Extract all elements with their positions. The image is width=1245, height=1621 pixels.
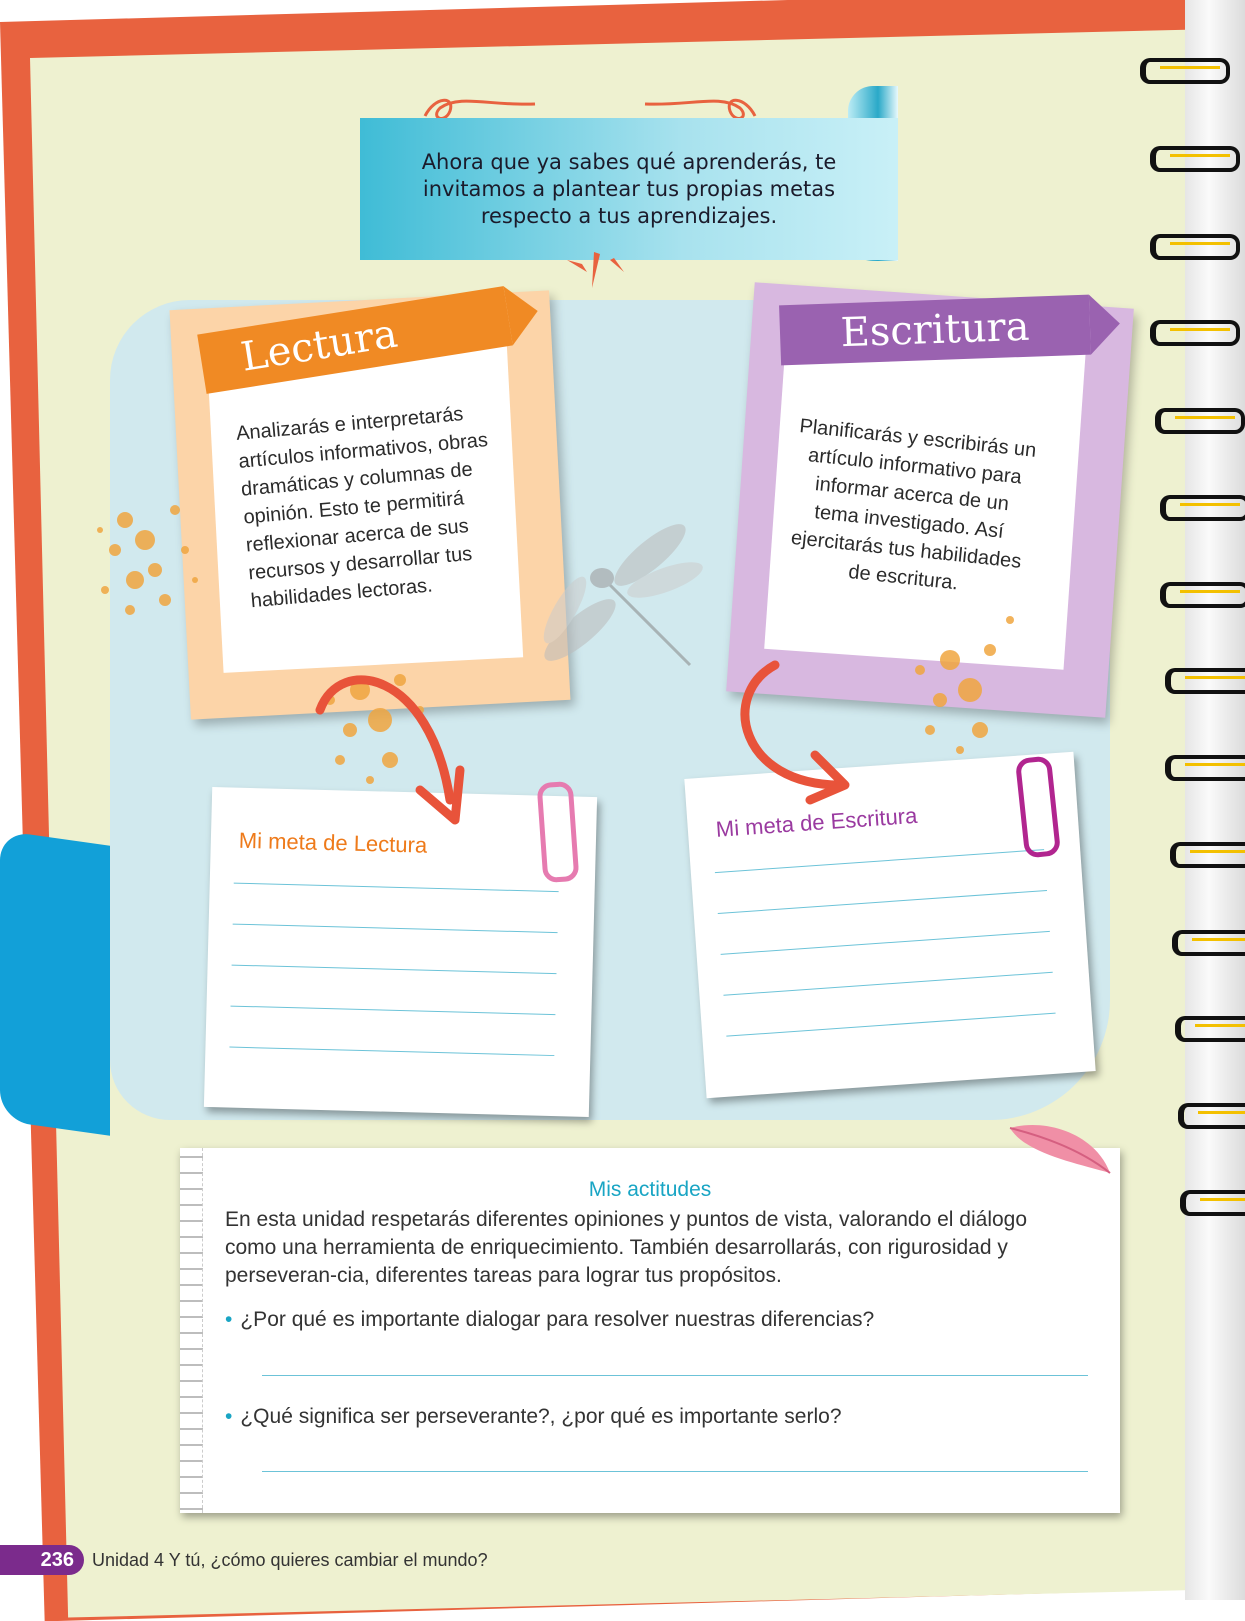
escritura-answer-line[interactable] <box>715 849 1044 873</box>
lectura-answer-line[interactable] <box>229 1047 554 1057</box>
spiral-ring-icon <box>1160 495 1245 521</box>
lectura-answer-line[interactable] <box>232 965 557 975</box>
lectura-description: Analizarás e interpretarás artículos informativos, obras dramáticas y columnas de opinión. Esto te permitirá reflexionar acerca de sus recursos y desarrollar tus habilidades lectoras. <box>235 403 489 613</box>
lectura-answer-line[interactable] <box>234 883 559 893</box>
page-number: 236 <box>0 1545 84 1575</box>
spiral-ring-icon <box>1165 668 1245 694</box>
page-footer <box>0 1543 488 1577</box>
paperclip-icon <box>537 781 580 883</box>
footer-text <box>92 1550 488 1571</box>
escritura-answer-line[interactable] <box>726 1013 1055 1037</box>
spiral-ring-icon <box>1150 146 1240 172</box>
escritura-answer-line[interactable] <box>721 931 1050 955</box>
bullet-icon: • <box>225 1308 233 1331</box>
unit-label: Unidad 4 <box>92 1549 165 1570</box>
spiral-ring-icon <box>1180 1190 1245 1216</box>
spiral-ring-icon <box>1155 408 1245 434</box>
spiral-ring-icon <box>1150 234 1240 260</box>
attitudes-card <box>180 1148 1120 1513</box>
question-text: ¿Qué significa ser perseverante?, ¿por qué es importante serlo? <box>240 1405 842 1428</box>
paint-dots-decoration <box>890 600 1050 770</box>
arrow-icon <box>720 655 870 805</box>
intro-banner <box>360 118 898 260</box>
lectura-answer-line[interactable] <box>233 924 558 934</box>
escritura-answer-line[interactable] <box>718 890 1047 914</box>
sparkle-icon <box>562 250 632 290</box>
lectura-answer-line[interactable] <box>231 1006 556 1016</box>
escritura-ribbon: Escritura <box>779 295 1091 366</box>
spiral-ring-icon <box>1160 582 1245 608</box>
question-text: ¿Por qué es importante dialogar para resolver nuestras diferencias? <box>240 1308 875 1331</box>
intro-banner-text: Ahora que ya sabes qué aprenderás, te invitamos a plantear tus propias metas respecto a tus aprendizajes. <box>421 149 837 228</box>
page-tab <box>0 830 110 1135</box>
lectura-goal-title: Mi meta de Lectura <box>238 827 428 858</box>
question-answer-line[interactable] <box>262 1375 1088 1376</box>
escritura-answer-line[interactable] <box>723 972 1052 996</box>
spiral-perforation <box>180 1148 203 1513</box>
spiral-ring-icon <box>1140 58 1230 84</box>
attitudes-body: En esta unidad respetarás diferentes opiniones y puntos de vista, valorando el diálogo como una herramienta de enriquecimiento. También desarrollarás, con rigurosidad y perseveran-cia, diferentes tareas para lograr tus propósitos. <box>225 1208 1028 1287</box>
paint-dots-decoration <box>85 450 245 650</box>
spiral-ring-icon <box>1170 842 1245 868</box>
arrow-icon <box>300 660 480 830</box>
spiral-ring-icon <box>1165 755 1245 781</box>
feather-icon <box>1005 1118 1115 1178</box>
question-answer-line[interactable] <box>262 1471 1088 1472</box>
bullet-icon: • <box>225 1405 233 1428</box>
question-item <box>225 1405 842 1429</box>
escritura-description: Planificarás y escribirás un artículo informativo para informar acerca de un tema investigado. Así ejercitarás tus habilidades de escritura. <box>790 415 1038 595</box>
escritura-goal-title: Mi meta de Escritura <box>715 802 919 842</box>
lectura-goal-note <box>204 787 597 1117</box>
dragonfly-icon <box>540 520 710 680</box>
spiral-ring-icon <box>1150 320 1240 346</box>
spiral-ring-icon <box>1178 1103 1245 1129</box>
spiral-ring-icon <box>1175 1016 1245 1042</box>
lectura-ribbon: Lectura <box>197 286 513 394</box>
spiral-ring-icon <box>1172 930 1245 956</box>
question-item <box>225 1308 874 1332</box>
unit-title: Y tú, ¿cómo quieres cambiar el mundo? <box>168 1549 488 1570</box>
attitudes-title: Mis actitudes <box>588 1178 712 1201</box>
